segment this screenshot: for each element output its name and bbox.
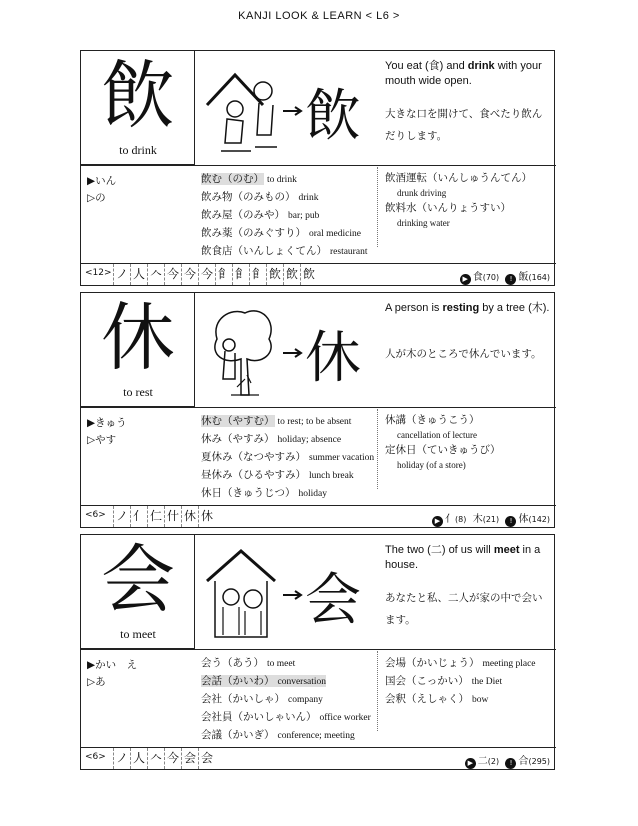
stroke-step: 什	[164, 506, 181, 527]
stroke-step: 亻	[130, 506, 147, 527]
caution-icon: !	[505, 274, 516, 285]
kanji-character: 会	[101, 537, 175, 623]
vocabulary-list	[201, 171, 377, 261]
stroke-sequence	[113, 748, 215, 769]
related-kanji-refs: ▶ 二(2) ! 合(295)	[465, 752, 550, 769]
vocab-item: 昼休み（ひるやすみ） lunch break	[201, 469, 354, 481]
stroke-count: <12>	[85, 268, 112, 278]
kanji-entry-drink	[80, 50, 555, 286]
stroke-step: 飲	[266, 264, 283, 285]
stroke-step: 今	[198, 264, 215, 285]
component-icon: ▶	[465, 758, 476, 769]
vocab-item: 飲酒運転（いんしゅうんてん） drunk driving	[385, 172, 532, 198]
mnemonic-story: A person is resting by a tree (木).	[385, 302, 550, 314]
stroke-count: <6>	[85, 510, 106, 520]
stroke-step: ノ	[113, 748, 130, 769]
kanji-readings	[87, 173, 116, 207]
stroke-step: 会	[198, 748, 215, 769]
vocab-item: 飲み物（のみもの） drink	[201, 191, 319, 203]
kanji-readings	[87, 415, 127, 449]
stroke-step: 𠆢	[147, 264, 164, 285]
kanji-character: 休	[101, 295, 175, 381]
stroke-order-bar	[81, 505, 556, 527]
mnemonic-illustration	[201, 57, 377, 161]
stroke-step: 人	[130, 748, 147, 769]
kun-reading: ▷あ	[87, 676, 106, 688]
vocab-item: 休み（やすみ） holiday; absence	[201, 433, 342, 445]
vocab-item: 休む（やすむ） to rest; to be absent	[201, 415, 352, 427]
advanced-vocabulary-list	[385, 171, 551, 231]
stroke-step: 𠆢	[147, 748, 164, 769]
mnemonic-story-japanese: 人が木のところで休んでいます。	[385, 348, 542, 360]
mnemonic-story-japanese: あなたと私、二人が家の中で会い ます。	[385, 592, 543, 626]
mnemonic-story: The two (二) of us will meet in a house.	[385, 544, 541, 571]
stroke-sequence	[113, 264, 317, 285]
related-kanji-refs: ▶ 亻(8) 木(21) ! 体(142)	[432, 510, 550, 527]
kanji-meaning: to rest	[123, 385, 153, 399]
vocab-item: 夏休み（なつやすみ） summer vacation	[201, 451, 375, 463]
kun-reading: ▷の	[87, 192, 106, 204]
vocab-item: 飲み薬（のみぐすり） oral medicine	[201, 227, 361, 239]
stroke-step: 今	[181, 264, 198, 285]
vocab-item: 休講（きゅうこう） cancellation of lecture	[385, 414, 480, 440]
svg-text:飲: 飲	[305, 84, 361, 149]
vocabulary-list	[201, 655, 377, 745]
kanji-box	[81, 293, 195, 407]
stroke-step: 今	[164, 264, 181, 285]
stroke-step: 仁	[147, 506, 164, 527]
stroke-step: 人	[130, 264, 147, 285]
advanced-vocabulary-list	[385, 655, 551, 709]
on-reading: ▶きゅう	[87, 417, 127, 429]
vocab-item: 会社（かいしゃ） company	[201, 693, 323, 705]
kanji-entry-rest	[80, 292, 555, 528]
vocab-item: 飲む（のむ） to drink	[201, 173, 297, 185]
stroke-step: 飲	[300, 264, 317, 285]
vocab-item: 会場（かいじょう） meeting place	[385, 657, 536, 669]
svg-text:休: 休	[305, 326, 361, 391]
stroke-step: 会	[181, 748, 198, 769]
component-icon: ▶	[460, 274, 471, 285]
stroke-step: ノ	[113, 506, 130, 527]
vocab-item: 国会（こっかい） the Diet	[385, 675, 503, 687]
stroke-sequence	[113, 506, 215, 527]
mnemonic-story: You eat (食) and drink with your mouth wide open.	[385, 60, 542, 87]
kanji-box	[81, 51, 195, 165]
vocab-item: 飲み屋（のみや） bar; pub	[201, 209, 320, 221]
stroke-step: 𩙿	[249, 264, 266, 285]
kanji-entry-meet	[80, 534, 555, 770]
page-header: KANJI LOOK & LEARN < L6 >	[238, 10, 400, 22]
on-reading: ▶かい え	[87, 659, 138, 671]
stroke-step: 休	[181, 506, 198, 527]
stroke-step: ノ	[113, 264, 130, 285]
kanji-meaning: to meet	[120, 627, 156, 641]
stroke-count: <6>	[85, 752, 106, 762]
kanji-readings	[87, 657, 137, 691]
stroke-step: 今	[164, 748, 181, 769]
stroke-step: 飲	[283, 264, 300, 285]
kun-reading: ▷やす	[87, 434, 117, 446]
related-kanji-refs: ▶ 食(70) ! 飯(164)	[460, 268, 550, 285]
mnemonic-story-japanese: 大きな口を開けて、食べたり飲ん だりします。	[385, 108, 543, 142]
vocab-item: 会釈（えしゃく） bow	[385, 693, 489, 705]
advanced-vocabulary-list	[385, 413, 551, 473]
vocab-item: 会話（かいわ） conversation	[201, 675, 327, 687]
vocab-item: 休日（きゅうじつ） holiday	[201, 487, 327, 499]
stroke-step: 𩙿	[215, 264, 232, 285]
stroke-step: 𩙿	[232, 264, 249, 285]
mnemonic-illustration	[201, 541, 377, 645]
caution-icon: !	[505, 758, 516, 769]
stroke-step: 休	[198, 506, 215, 527]
kanji-box	[81, 535, 195, 649]
vocab-item: 飲料水（いんりょうすい） drinking water	[385, 202, 511, 228]
stroke-order-bar	[81, 747, 556, 769]
vocab-item: 会議（かいぎ） conference; meeting	[201, 729, 355, 741]
vocab-item: 飲食店（いんしょくてん） restaurant	[201, 245, 368, 257]
svg-text:会: 会	[305, 568, 361, 633]
caution-icon: !	[505, 516, 516, 527]
vocab-item: 会う（あう） to meet	[201, 657, 296, 669]
vocabulary-list	[201, 413, 377, 503]
kanji-character: 飲	[101, 53, 175, 139]
kanji-meaning: to drink	[119, 143, 157, 157]
vocab-item: 会社員（かいしゃいん） office worker	[201, 711, 371, 723]
component-icon: ▶	[432, 516, 443, 527]
mnemonic-illustration	[201, 299, 377, 403]
stroke-order-bar	[81, 263, 556, 285]
on-reading: ▶いん	[87, 175, 117, 187]
vocab-item: 定休日（ていきゅうび） holiday (of a store)	[385, 444, 501, 470]
